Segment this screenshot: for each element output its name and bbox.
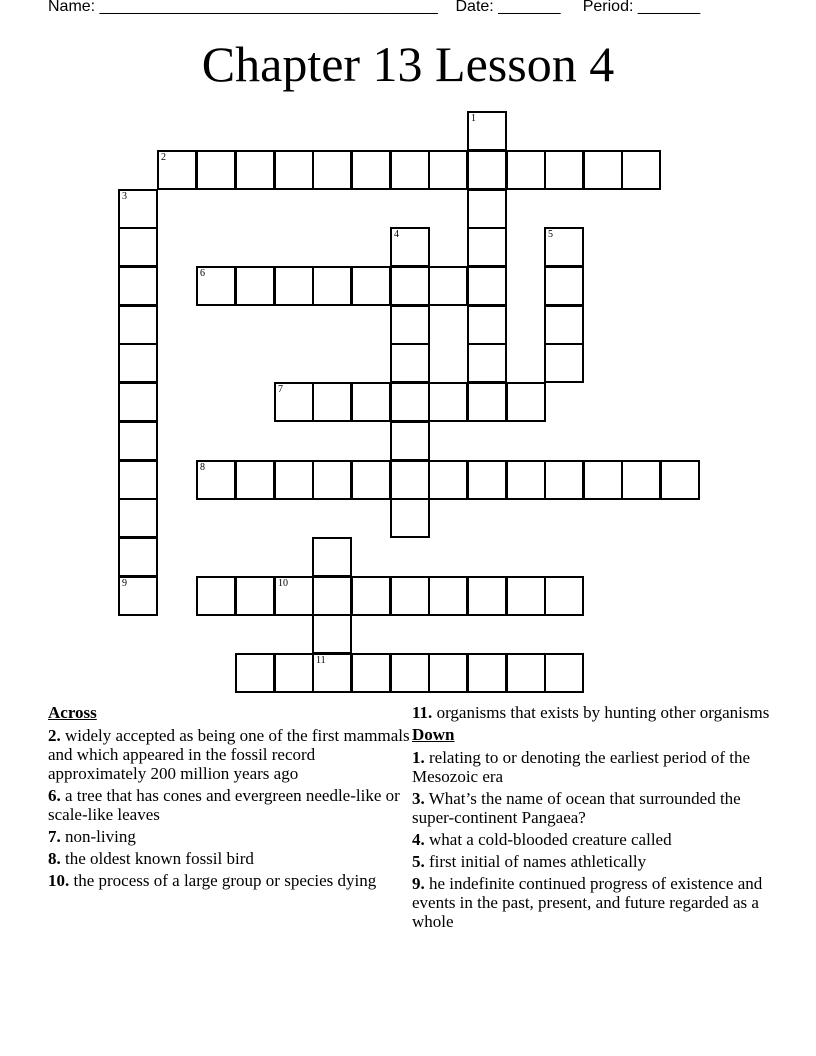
crossword-cell[interactable] [274, 576, 314, 616]
crossword-cell[interactable] [467, 111, 507, 151]
crossword-cell[interactable] [312, 653, 352, 693]
crossword-cell[interactable] [118, 421, 158, 461]
clue-number: 8. [48, 849, 61, 868]
crossword-cell[interactable] [312, 576, 352, 616]
name-field-label: Name: ______________________________________ [48, 0, 438, 15]
clue-text: a tree that has cones and evergreen needle-like or scale-like leaves [48, 786, 400, 824]
crossword-cell[interactable] [390, 653, 430, 693]
clue-number: 3. [412, 789, 425, 808]
crossword-cell[interactable] [118, 305, 158, 345]
crossword-cell[interactable] [351, 150, 391, 190]
crossword-cell[interactable] [390, 421, 430, 461]
crossword-cell[interactable] [312, 266, 352, 306]
crossword-cell[interactable] [196, 150, 236, 190]
crossword-cell[interactable] [351, 460, 391, 500]
crossword-cell[interactable] [467, 576, 507, 616]
crossword-cell[interactable] [467, 343, 507, 383]
clue-number: 11. [412, 703, 433, 722]
crossword-cell[interactable] [196, 266, 236, 306]
crossword-cell[interactable] [467, 305, 507, 345]
crossword-cell[interactable] [274, 460, 314, 500]
crossword-cell[interactable] [118, 189, 158, 229]
across-clue-7 [48, 827, 410, 846]
crossword-cell[interactable] [351, 653, 391, 693]
down-clue-1 [412, 748, 772, 786]
clue-number: 7. [48, 827, 61, 846]
down-clue-4 [412, 830, 772, 849]
crossword-cell[interactable] [118, 227, 158, 267]
clue-number-label: 10 [278, 578, 288, 589]
crossword-cell[interactable] [506, 150, 546, 190]
crossword-cell[interactable] [274, 266, 314, 306]
clue-number: 1. [412, 748, 425, 767]
crossword-cell[interactable] [118, 460, 158, 500]
clue-number: 10. [48, 871, 70, 890]
across-clue-8 [48, 849, 410, 868]
crossword-cell[interactable] [235, 266, 275, 306]
clue-number-label: 11 [316, 655, 326, 666]
crossword-cell[interactable] [118, 266, 158, 306]
clue-text: he indefinite continued progress of existence and events in the past, present, and future regarded as a whole [412, 874, 763, 931]
clue-text: the process of a large group or species dying [73, 871, 377, 890]
across-clue-11 [412, 703, 772, 722]
crossword-cell[interactable] [544, 266, 584, 306]
crossword-cell[interactable] [428, 266, 468, 306]
crossword-cell[interactable] [390, 150, 430, 190]
clue-text: relating to or denoting the earliest period of the Mesozoic era [412, 748, 751, 786]
crossword-cell[interactable] [467, 382, 507, 422]
crossword-cell[interactable] [428, 653, 468, 693]
across-heading: Across [48, 703, 97, 722]
crossword-cell[interactable] [467, 150, 507, 190]
crossword-cell[interactable] [660, 460, 700, 500]
crossword-cell[interactable] [157, 150, 197, 190]
clue-number-label: 1 [471, 113, 476, 124]
clue-number-label: 4 [394, 229, 399, 240]
crossword-cell[interactable] [312, 460, 352, 500]
clue-number: 4. [412, 830, 425, 849]
across-clue-10 [48, 871, 410, 890]
crossword-cell[interactable] [235, 460, 275, 500]
down-clue-5 [412, 852, 772, 871]
clue-number-label: 5 [548, 229, 553, 240]
clue-number-label: 2 [161, 152, 166, 163]
crossword-cell[interactable] [351, 382, 391, 422]
down-clue-9 [412, 874, 772, 931]
crossword-cell[interactable] [583, 150, 623, 190]
crossword-cell[interactable] [506, 382, 546, 422]
crossword-cell[interactable] [118, 498, 158, 538]
crossword-cell[interactable] [544, 460, 584, 500]
page-title: Chapter 13 Lesson 4 [201, 36, 615, 92]
crossword-cell[interactable] [196, 460, 236, 500]
down-clue-3 [412, 789, 772, 827]
clue-number: 6. [48, 786, 61, 805]
crossword-cell[interactable] [312, 614, 352, 654]
crossword-cell[interactable] [118, 576, 158, 616]
clue-number-label: 7 [278, 384, 283, 395]
crossword-cell[interactable] [621, 460, 661, 500]
crossword-cell[interactable] [312, 537, 352, 577]
clue-number-label: 8 [200, 462, 205, 473]
crossword-cell[interactable] [467, 189, 507, 229]
crossword-cell[interactable] [390, 305, 430, 345]
period-field-label: Period: _______ [582, 0, 701, 15]
crossword-cell[interactable] [274, 150, 314, 190]
crossword-cell[interactable] [544, 653, 584, 693]
clue-text: widely accepted as being one of the first mammals and which appeared in the fossil record approximately 200 million years ago [48, 726, 410, 783]
crossword-cell[interactable] [118, 382, 158, 422]
crossword-cell[interactable] [583, 460, 623, 500]
clue-text: the oldest known fossil bird [65, 849, 254, 868]
crossword-cell[interactable] [544, 227, 584, 267]
crossword-cell[interactable] [118, 343, 158, 383]
crossword-cell[interactable] [390, 382, 430, 422]
crossword-cell[interactable] [506, 653, 546, 693]
crossword-cell[interactable] [390, 266, 430, 306]
crossword-cell[interactable] [544, 150, 584, 190]
crossword-cell[interactable] [312, 382, 352, 422]
clue-number-label: 6 [200, 268, 205, 279]
crossword-cell[interactable] [544, 343, 584, 383]
clue-number: 2. [48, 726, 61, 745]
crossword-cell[interactable] [390, 576, 430, 616]
clue-text: what a cold-blooded creature called [429, 830, 672, 849]
crossword-cell[interactable] [428, 576, 468, 616]
crossword-cell[interactable] [506, 576, 546, 616]
crossword-cell[interactable] [506, 460, 546, 500]
crossword-cell[interactable] [390, 460, 430, 500]
clue-text: first initial of names athletically [429, 852, 647, 871]
crossword-cell[interactable] [467, 266, 507, 306]
clue-text: non-living [65, 827, 136, 846]
crossword-cell[interactable] [351, 266, 391, 306]
across-clue-6 [48, 786, 410, 824]
crossword-cell[interactable] [544, 576, 584, 616]
crossword-cell[interactable] [274, 382, 314, 422]
crossword-cell[interactable] [235, 653, 275, 693]
crossword-cell[interactable] [428, 382, 468, 422]
crossword-cell[interactable] [467, 653, 507, 693]
crossword-cell[interactable] [467, 460, 507, 500]
crossword-cell[interactable] [390, 227, 430, 267]
crossword-cell[interactable] [312, 150, 352, 190]
clue-number-label: 3 [122, 191, 127, 202]
clue-number: 9. [412, 874, 425, 893]
clue-number-label: 9 [122, 578, 127, 589]
across-clue-2 [48, 726, 410, 783]
date-field-label: Date: _______ [455, 0, 561, 15]
down-heading: Down [412, 725, 455, 744]
crossword-cell[interactable] [351, 576, 391, 616]
crossword-cell[interactable] [428, 460, 468, 500]
crossword-cell[interactable] [274, 653, 314, 693]
clue-column-right [412, 703, 772, 934]
crossword-cell[interactable] [390, 343, 430, 383]
crossword-cell[interactable] [428, 150, 468, 190]
crossword-cell[interactable] [390, 498, 430, 538]
crossword-cell[interactable] [235, 150, 275, 190]
clue-text: organisms that exists by hunting other organisms [436, 703, 770, 722]
crossword-cell[interactable] [118, 537, 158, 577]
crossword-cell[interactable] [621, 150, 661, 190]
clue-number: 5. [412, 852, 425, 871]
crossword-cell[interactable] [235, 576, 275, 616]
clue-text: What’s the name of ocean that surrounded the super-continent Pangaea? [412, 789, 741, 827]
crossword-cell[interactable] [544, 305, 584, 345]
crossword-cell[interactable] [467, 227, 507, 267]
clue-column-left [48, 703, 410, 893]
crossword-cell[interactable] [196, 576, 236, 616]
